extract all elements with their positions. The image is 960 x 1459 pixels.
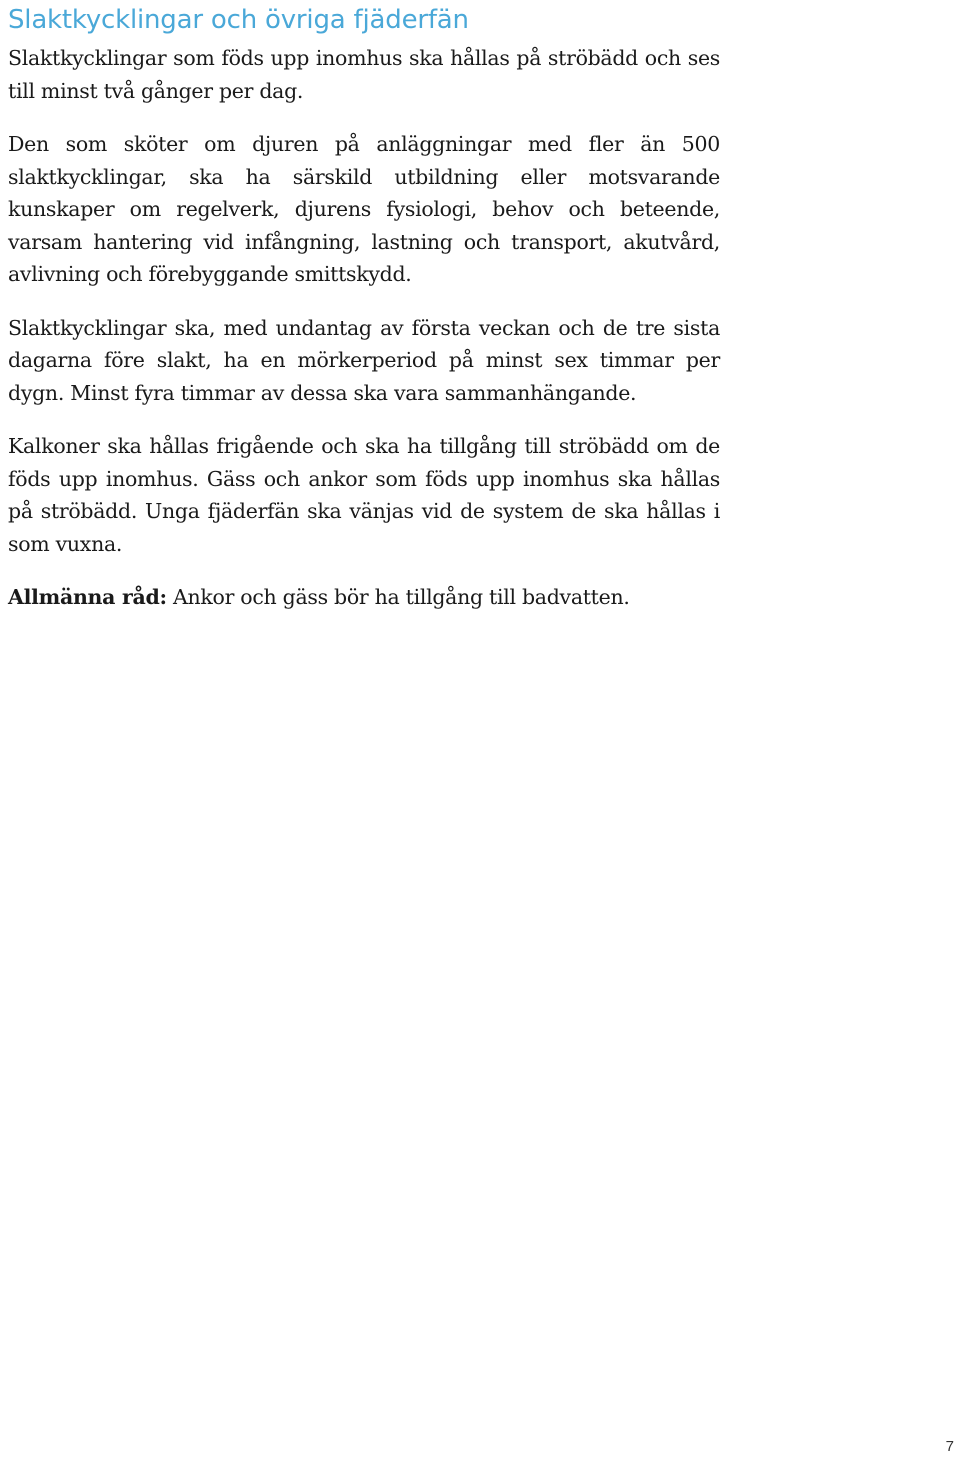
general-advice-label: Allmänna råd: — [8, 585, 167, 609]
paragraph-training: Den som sköter om djuren på anläggningar med fler än 500 slaktkycklingar, ska ha särskild utbildning eller motsvarande kunskaper om regelverk, djurens fysiologi, behov och beteende, varsam hantering vid infångning, lastning och transport, akutvård, avlivning och förebyggande smittskydd. — [8, 132, 720, 286]
section-heading: Slaktkycklingar och övriga fjäderfän — [8, 5, 469, 35]
paragraph-housing: Slaktkycklingar som föds upp inomhus ska hållas på ströbädd och ses till minst två gånger per dag. — [8, 46, 720, 103]
paragraph-turkeys-geese: Kalkoner ska hållas frigående och ska ha tillgång till ströbädd om de föds upp inomhus. Gäss och ankor som föds upp inomhus ska hållas på ströbädd. Unga fjäderfän ska vänjas vid de system de ska hållas i som vuxna. — [8, 434, 720, 556]
page-number: 7 — [945, 1438, 954, 1455]
general-advice — [8, 581, 720, 614]
paragraph-darkness: Slaktkycklingar ska, med undantag av första veckan och de tre sista dagarna före slakt, ha en mörkerperiod på minst sex timmar per dygn. Minst fyra timmar av dessa ska vara sammanhängande. — [8, 315, 720, 405]
general-advice-text: Ankor och gäss bör ha tillgång till badvatten. — [166, 585, 630, 609]
document-page — [8, 0, 720, 635]
